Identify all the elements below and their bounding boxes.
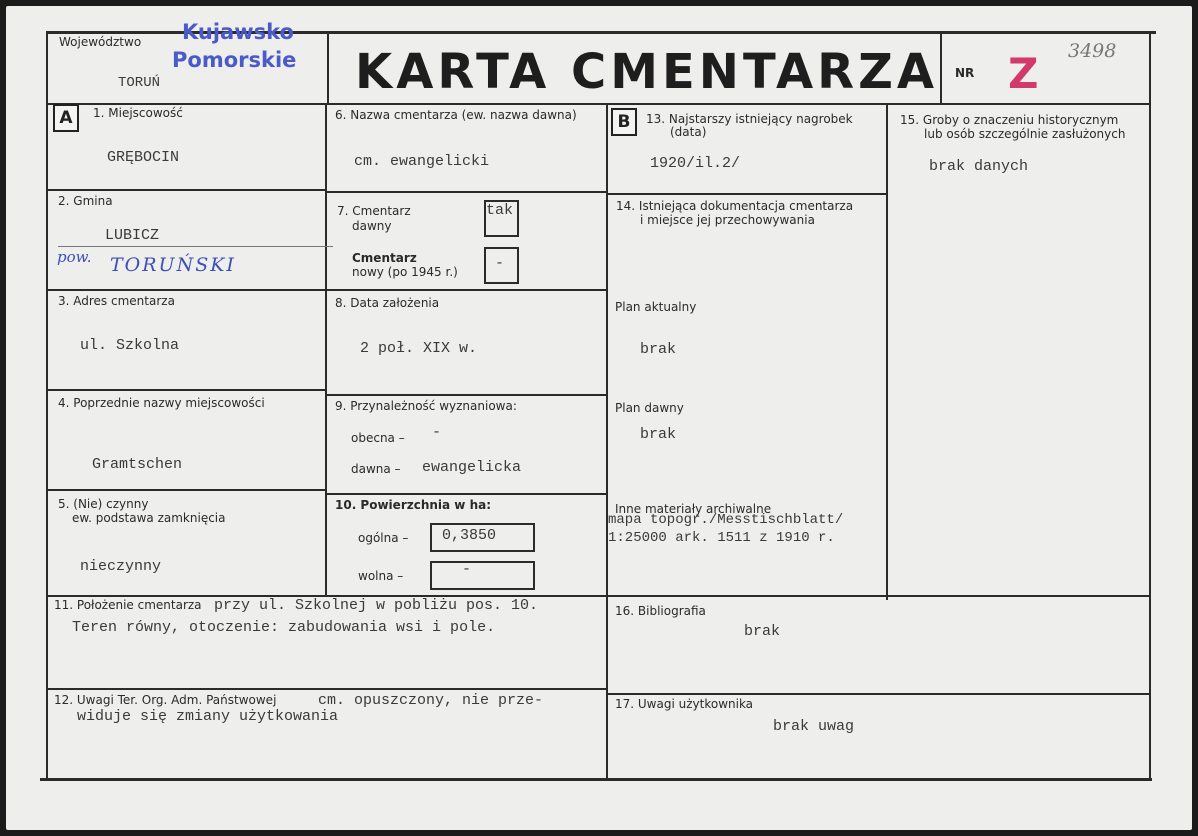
f7-new-value: - — [495, 255, 505, 272]
f2-hand-prefix: pow. — [57, 248, 92, 266]
f13-value: 1920/il.2/ — [650, 155, 741, 172]
frame-right — [1149, 31, 1151, 781]
f8-label: 8. Data założenia — [335, 296, 440, 310]
f14-plan-current-label: Plan aktualny — [615, 300, 697, 314]
row-a3 — [48, 389, 326, 391]
f2-value: LUBICZ — [105, 227, 160, 244]
f4-value: Gramtschen — [92, 456, 183, 473]
section-b-letter: B — [611, 108, 637, 136]
row-a2 — [48, 289, 326, 291]
f14-label-line2: i miejsce jej przechowywania — [640, 213, 815, 227]
f3-value: ul. Szkolna — [80, 337, 180, 354]
nr-label: NR — [955, 66, 975, 80]
f9-current-label: obecna – — [351, 431, 405, 445]
col-line-2 — [606, 105, 608, 780]
row-a1 — [48, 189, 326, 191]
f14-label-line1: 14. Istniejąca dokumentacja cmentarza — [616, 199, 854, 213]
f16-label: 16. Bibliografia — [615, 604, 706, 618]
f6-label: 6. Nazwa cmentarza (ew. nazwa dawna) — [335, 108, 577, 122]
f8-value: 2 poł. XIX w. — [360, 340, 478, 357]
header-split-2 — [940, 31, 942, 103]
f2-label: 2. Gmina — [58, 194, 113, 208]
f17-label: 17. Uwagi użytkownika — [615, 697, 754, 711]
frame-bottom — [40, 778, 1152, 781]
card-title: KARTA CMENTARZA — [355, 44, 939, 100]
col-line-1 — [325, 105, 327, 595]
voivodeship-label: Województwo — [59, 35, 142, 49]
f5-label-line1: 5. (Nie) czynny — [58, 497, 149, 511]
header-bottom — [48, 103, 1149, 105]
f3-label: 3. Adres cmentarza — [58, 294, 175, 308]
f14-plan-old-value: brak — [640, 426, 677, 443]
f7-old-value: tak — [486, 202, 514, 219]
f14-plan-old-label: Plan dawny — [615, 401, 684, 415]
header-split-1 — [327, 31, 329, 103]
voivodeship-stamp-line1: Kujawsko — [182, 20, 294, 44]
f15-value: brak danych — [929, 158, 1029, 175]
f7-label-line1: 7. Cmentarz — [337, 204, 411, 218]
f14-other-value-line2: 1:25000 ark. 1511 z 1910 r. — [608, 530, 835, 546]
f15-label-line2: lub osób szczególnie zasłużonych — [924, 127, 1126, 141]
f9-label: 9. Przynależność wyznaniowa: — [335, 399, 517, 413]
corner-number: 3498 — [1068, 40, 1117, 62]
f10-total-value: 0,3850 — [442, 527, 497, 544]
row-a4 — [48, 489, 326, 491]
f14-plan-current-value: brak — [640, 341, 677, 358]
row-left-2 — [48, 688, 606, 690]
f11-value-line2: Teren równy, otoczenie: zabudowania wsi i pole. — [72, 619, 496, 636]
f9-former-label: dawna – — [351, 462, 401, 476]
row-right-2 — [608, 693, 1149, 695]
row-b2 — [327, 289, 607, 291]
f7-new-label-line2: nowy (po 1945 r.) — [352, 265, 458, 279]
f6-value: cm. ewangelicki — [354, 153, 490, 170]
f1-value: GRĘBOCIN — [107, 149, 180, 166]
f11-value-line1: przy ul. Szkolnej w pobliżu pos. 10. — [214, 597, 539, 614]
f10-total-label: ogólna – — [358, 531, 409, 545]
f2-hand-value: TORUŃSKI — [110, 254, 236, 276]
f10-free-box — [430, 561, 535, 590]
f5-label-line2: ew. podstawa zamknięcia — [72, 511, 226, 525]
f13-label-line1: 13. Najstarszy istniejący nagrobek — [646, 112, 853, 126]
col-line-3 — [886, 105, 888, 600]
f14-other-label: Inne materiały archiwalne — [615, 502, 772, 516]
frame-left — [46, 31, 48, 781]
f10-free-label: wolna – — [358, 569, 404, 583]
nr-value: Z — [1008, 49, 1039, 98]
f12-value-line1: cm. opuszczony, nie prze- — [318, 692, 544, 709]
f1-label: 1. Miejscowość — [93, 106, 183, 120]
f10-label: 10. Powierzchnia w ha: — [335, 498, 492, 512]
f10-free-value: - — [462, 561, 472, 578]
row-b1 — [327, 191, 607, 193]
f12-value-line2: widuje się zmiany użytkowania — [77, 708, 339, 725]
voivodeship-stamp-line2: Pomorskie — [172, 48, 297, 72]
f5-value: nieczynny — [80, 558, 162, 575]
f16-value: brak — [744, 623, 781, 640]
f13-label-line2: (data) — [670, 125, 707, 139]
section-a-letter: A — [53, 104, 79, 132]
row-b3 — [327, 394, 607, 396]
f7-label-line2: dawny — [352, 219, 392, 233]
row-c1 — [608, 193, 887, 195]
f17-value: brak uwag — [773, 718, 855, 735]
f2-handwritten-rule — [58, 246, 333, 247]
f15-label-line1: 15. Groby o znaczeniu historycznym — [900, 113, 1119, 127]
row-b4 — [327, 493, 607, 495]
f4-label: 4. Poprzednie nazwy miejscowości — [58, 396, 265, 410]
f11-label: 11. Położenie cmentarza — [54, 598, 202, 612]
f7-new-label-line1: Cmentarz — [352, 251, 417, 265]
f12-label: 12. Uwagi Ter. Org. Adm. Państwowej — [54, 693, 277, 707]
f9-current-value: - — [432, 424, 442, 441]
f9-former-value: ewangelicka — [422, 459, 522, 476]
f14-other-value-line1: mapa topogr./Messtischblatt/ — [608, 512, 844, 528]
voivodeship-value: TORUŃ — [118, 75, 161, 91]
